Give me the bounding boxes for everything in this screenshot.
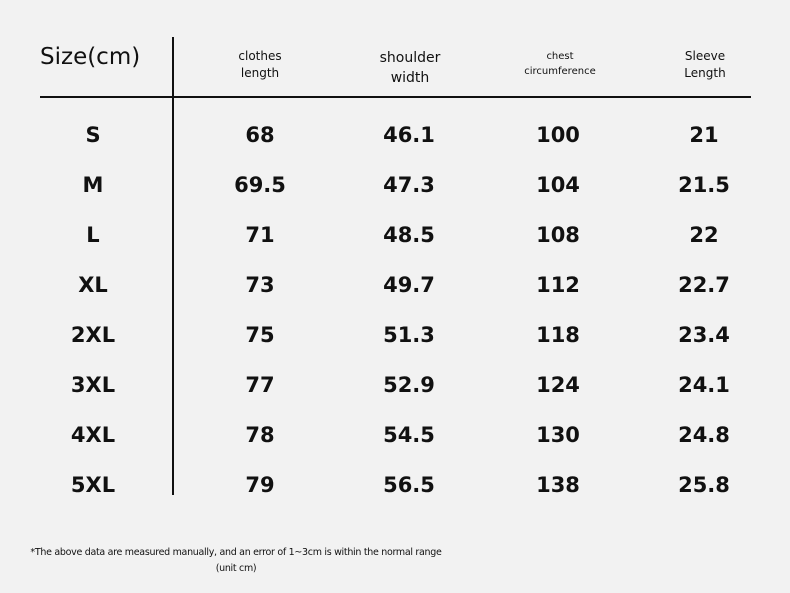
table-row [0,465,790,505]
size-column-header: Size(cm) [40,44,141,70]
chest-circumference-cell: 100 [536,123,580,147]
table-row [0,415,790,455]
size-cell: S [85,123,101,147]
sleeve-length-cell: 22.7 [678,273,730,297]
header-shoulder-width-line1: shoulder [379,50,441,66]
chest-circumference-cell: 124 [536,373,580,397]
measurement-footnote: *The above data are measured manually, and an error of 1~3cm is within the normal range (unit cm) [30,547,442,574]
header-chest-circumference [500,50,620,79]
chest-circumference-cell: 118 [536,323,580,347]
clothes-length-cell: 73 [245,273,275,297]
clothes-length-cell: 75 [245,323,275,347]
clothes-length-cell: 79 [245,473,275,497]
clothes-length-cell: 78 [245,423,275,447]
size-cell: 2XL [70,323,116,347]
clothes-length-cell: 69.5 [234,173,286,197]
header-sleeve-length-line2: Length [684,66,726,81]
sleeve-length-cell: 23.4 [678,323,730,347]
chest-circumference-cell: 108 [536,223,580,247]
size-cell: L [86,223,100,247]
table-row [0,315,790,355]
header-clothes-length [200,48,320,83]
header-chest-circumference-line2: circumference [524,65,596,77]
table-row [0,215,790,255]
table-row [0,365,790,405]
size-cell: XL [78,273,108,297]
header-clothes-length-line1: clothes [238,49,282,63]
table-row [0,265,790,305]
clothes-length-cell: 71 [245,223,275,247]
header-sleeve-length-line1: Sleeve [684,49,726,63]
sleeve-length-cell: 24.8 [678,423,730,447]
shoulder-width-cell: 49.7 [383,273,435,297]
header-shoulder-width [350,48,470,89]
header-chest-circumference-line1: chest [546,51,574,62]
sleeve-length-cell: 25.8 [678,473,730,497]
header-sleeve-length [645,48,765,83]
chest-circumference-cell: 104 [536,173,580,197]
shoulder-width-cell: 52.9 [383,373,435,397]
size-cell: 4XL [70,423,116,447]
chest-circumference-cell: 112 [536,273,580,297]
sleeve-length-cell: 24.1 [678,373,730,397]
shoulder-width-cell: 46.1 [383,123,435,147]
shoulder-width-cell: 54.5 [383,423,435,447]
size-cell: M [82,173,104,197]
sleeve-length-cell: 22 [689,223,719,247]
size-cell: 3XL [70,373,116,397]
shoulder-width-cell: 47.3 [383,173,435,197]
clothes-length-cell: 77 [245,373,275,397]
shoulder-width-cell: 51.3 [383,323,435,347]
table-row [0,115,790,155]
table-row [0,165,790,205]
header-divider [40,96,751,98]
shoulder-width-cell: 56.5 [383,473,435,497]
header-clothes-length-line2: length [240,66,280,81]
chest-circumference-cell: 130 [536,423,580,447]
shoulder-width-cell: 48.5 [383,223,435,247]
sleeve-length-cell: 21.5 [678,173,730,197]
clothes-length-cell: 68 [245,123,275,147]
sleeve-length-cell: 21 [689,123,719,147]
chest-circumference-cell: 138 [536,473,580,497]
header-shoulder-width-line2: width [390,70,430,87]
size-cell: 5XL [70,473,116,497]
